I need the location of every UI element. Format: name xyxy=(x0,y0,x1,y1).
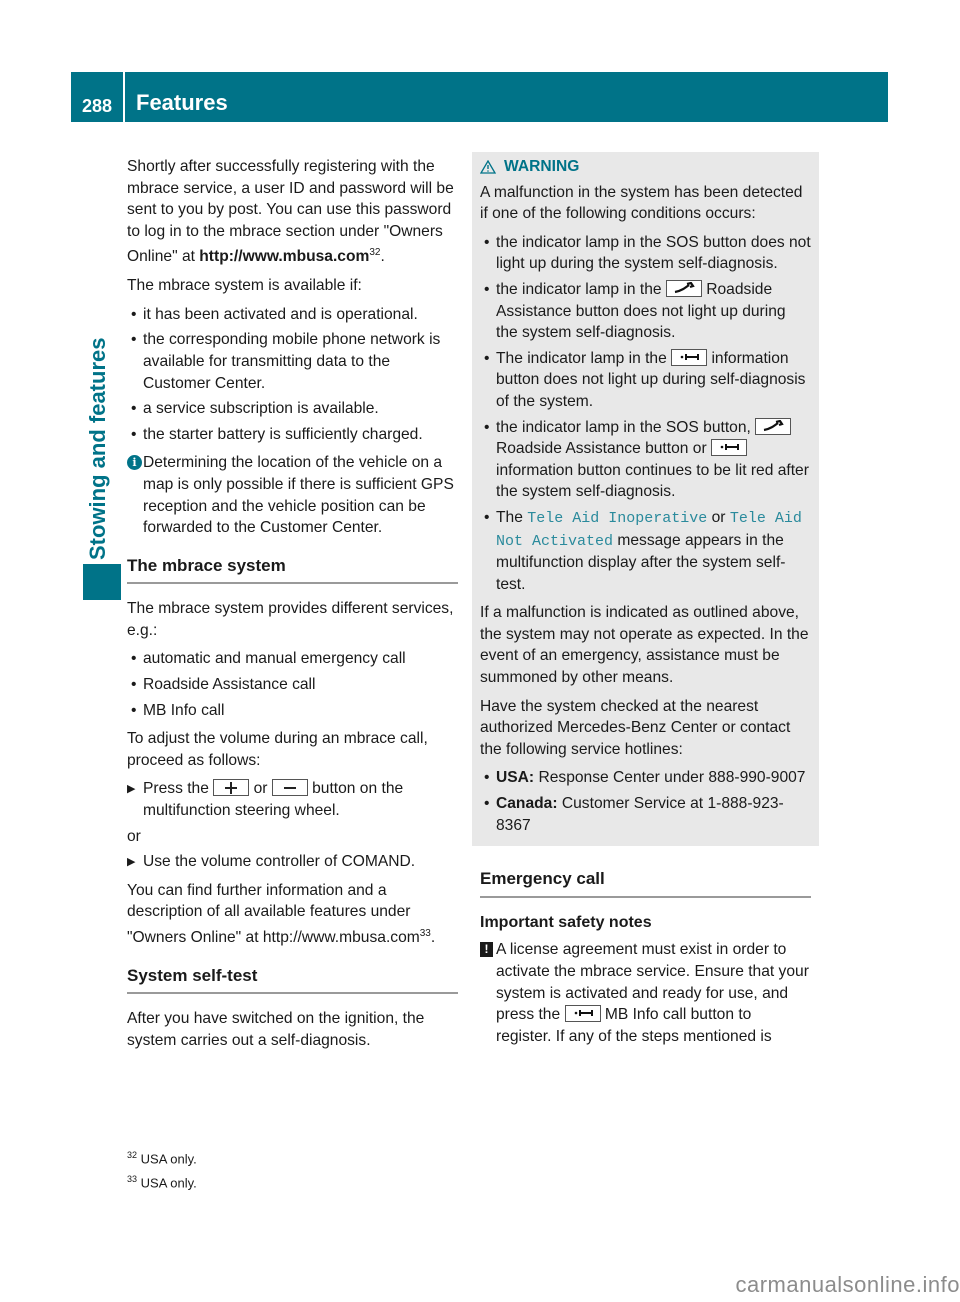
list-item: • it has been activated and is operational. xyxy=(127,304,458,326)
left-column xyxy=(127,156,458,1059)
section-heading: Emergency call xyxy=(480,868,811,898)
availability-intro: The mbrace system is available if: xyxy=(127,277,362,295)
page-number: 288 xyxy=(71,72,125,122)
list-item: • the starter battery is sufficiently charged. xyxy=(127,424,458,446)
info-icon: i xyxy=(127,455,142,470)
list-item: • automatic and manual emergency call xyxy=(127,648,458,670)
or-text: or xyxy=(127,827,141,845)
important-icon: ! xyxy=(480,942,493,957)
warning-paragraph: If a malfunction is indicated as outlined above, the system may not operate as expected. In the event of an emergency, assistance must be summoned by other means. xyxy=(480,604,809,687)
warning-triangle-icon xyxy=(480,160,496,174)
display-message: Tele Aid Inoperative xyxy=(527,509,708,527)
plus-button-icon xyxy=(213,779,249,796)
chapter-tab-label: Stowing and features xyxy=(85,337,110,560)
warning-list xyxy=(480,232,811,596)
chapter-tab xyxy=(71,122,125,600)
section-heading: The mbrace system xyxy=(127,555,458,585)
footnote-ref[interactable]: 32 xyxy=(369,247,381,259)
right-column xyxy=(480,156,811,1054)
hotline-usa: • USA: Response Center under 888-990-9007 xyxy=(480,767,811,789)
info-note: i Determining the location of the vehicle on a map is only possible if there is sufficient GPS reception and the vehicle position can be forwarded to the Customer Center. xyxy=(127,452,458,538)
footnotes xyxy=(127,1145,197,1194)
wrench-icon xyxy=(755,418,791,435)
info-button-icon xyxy=(565,1005,601,1022)
list-item: • The indicator lamp in the information button does not light up during self-diagnosis of the system. xyxy=(480,348,811,413)
list-item: • the indicator lamp in the SOS button, Roadside Assistance button or information button continues to be lit red after the system self-diagnosis. xyxy=(480,417,811,503)
volume-intro: To adjust the volume during an mbrace call, proceed as follows: xyxy=(127,730,428,769)
footnote: $^{32}$ USA only. xyxy=(127,1150,197,1167)
info-button-icon xyxy=(671,349,707,366)
hotline-list xyxy=(480,767,811,836)
list-item: • Roadside Assistance call xyxy=(127,674,458,696)
list-item: • the indicator lamp in the SOS button does not light up during the system self-diagnosis. xyxy=(480,232,811,275)
important-note: ! A license agreement must exist in order to activate the mbrace service. Ensure that your system is activated and ready for use, and press the MB Info call button to register. If any of the steps mentioned is xyxy=(480,939,811,1047)
warning-paragraph: Have the system checked at the nearest authorized Mercedes-Benz Center or contact the following service hotlines: xyxy=(480,697,791,758)
footnote: $^{33}$ USA only. xyxy=(127,1174,197,1191)
services-list xyxy=(127,648,458,721)
display-message: Tele Aid Not Activated xyxy=(496,509,802,550)
list-item: • The Tele Aid Inoperative or Tele Aid Not Activated message appears in the multifunction display after the system self-test. xyxy=(480,507,811,595)
warning-intro: A malfunction in the system has been detected if one of the following conditions occurs: xyxy=(480,183,803,223)
page-header xyxy=(71,72,888,122)
minus-button-icon xyxy=(272,779,308,796)
footnote-ref[interactable]: 33 xyxy=(419,928,431,939)
hotline-canada: • Canada: Customer Service at 1-888-923-8367 xyxy=(480,793,811,836)
section-intro: The mbrace system provides different services, e.g.: xyxy=(127,600,454,639)
list-item: • MB Info call xyxy=(127,700,458,722)
subheading: Important safety notes xyxy=(480,913,652,931)
warning-title: WARNING xyxy=(480,156,811,178)
self-test-text: After you have switched on the ignition, the system carries out a self-diagnosis. xyxy=(127,1010,425,1049)
instruction-step: ▶ Press the or button on the multifunction steering wheel. xyxy=(127,778,458,821)
list-item: • the indicator lamp in the Roadside Assistance button does not light up during the system self-diagnosis. xyxy=(480,279,811,344)
further-info: You can find further information and a description of all available features under "Owners Online" at http://www.mbusa.com$^{33}$. xyxy=(127,881,436,947)
page-title: Features xyxy=(125,72,888,122)
chapter-tab-marker xyxy=(83,564,121,600)
intro-paragraph: Shortly after successfully registering with the mbrace service, a user ID and password will be sent to you by post. You can use this password to log in to the mbrace section under "Owners Online" at http://www.mbusa.com$^{32}$. xyxy=(127,158,454,266)
wrench-icon xyxy=(666,280,702,297)
section-heading: System self-test xyxy=(127,965,458,995)
watermark: carmanualsonline.info xyxy=(735,1272,960,1297)
instruction-step: ▶ Use the volume controller of COMAND. xyxy=(127,851,458,873)
mbusa-link[interactable]: http://www.mbusa.com xyxy=(199,248,370,266)
warning-box xyxy=(472,152,819,846)
list-item: • a service subscription is available. xyxy=(127,398,458,420)
list-item: • the corresponding mobile phone network is available for transmitting data to the Customer Center. xyxy=(127,329,458,394)
info-button-icon xyxy=(711,439,747,456)
availability-list xyxy=(127,304,458,446)
